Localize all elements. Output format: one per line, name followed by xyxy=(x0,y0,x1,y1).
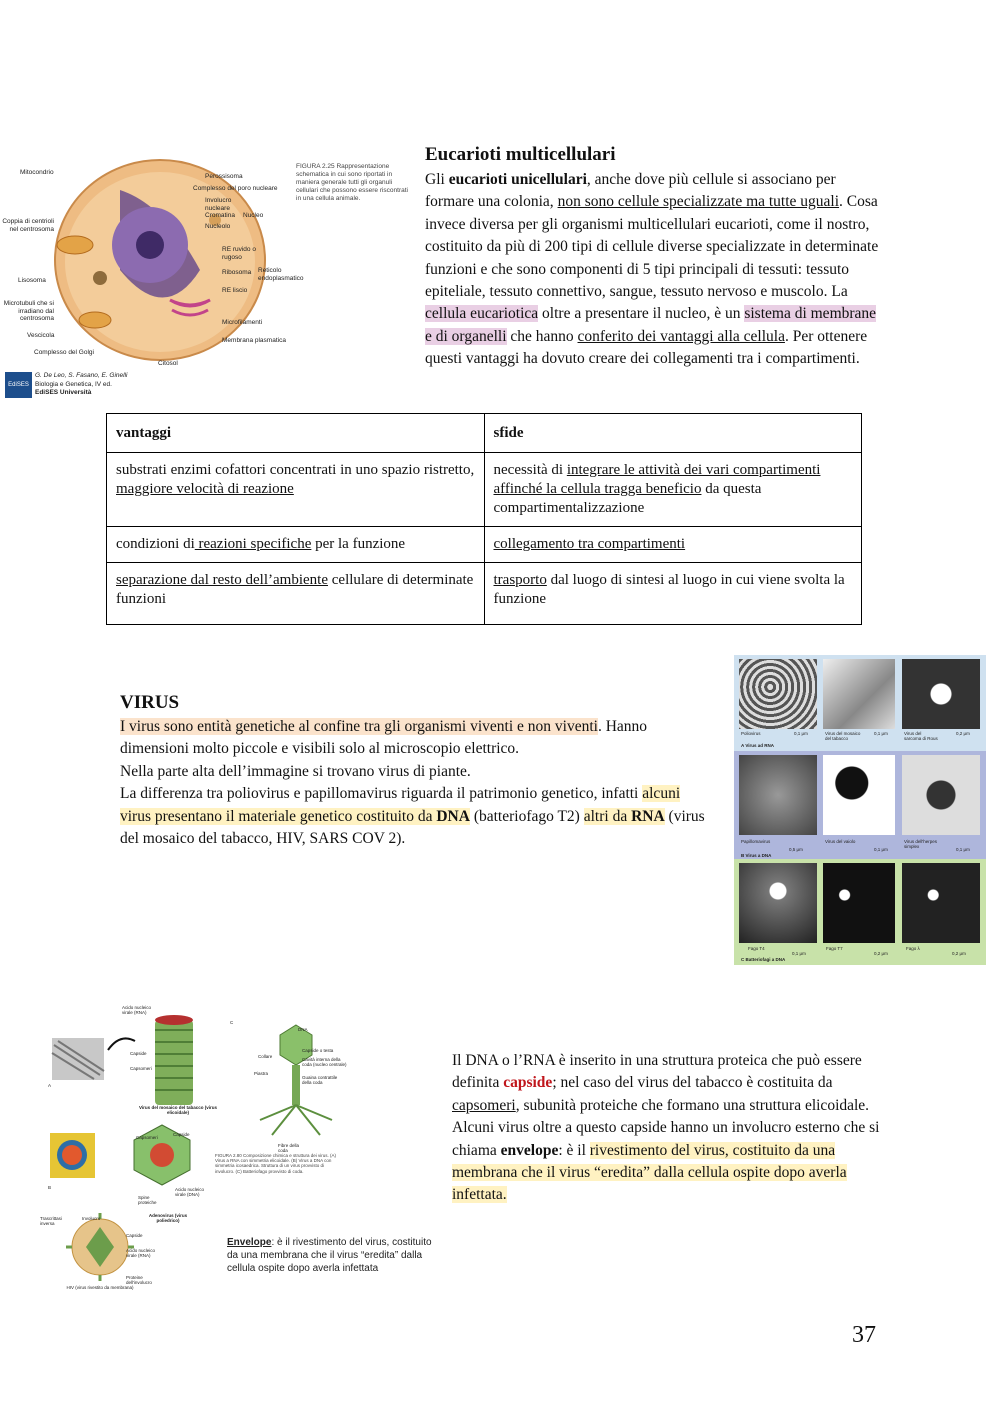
section-paragraph: I virus sono entità genetiche al confine tra gli organismi viventi e non viventi. Hanno dimensioni molto piccole e visibili solo al microscopio elettrico. Nella parte alta dell’immagine si trovano virus di piante. La differenza tra poliovirus e papillomavirus riguarda il patrimonio genetico, infatti alcuni virus presentano il materiale genetico costituito da DNA (batteriofago T2) altri da RNA (virus del mosaico del tabacco, HIV, SARS COV 2). xyxy=(120,718,705,848)
label-re-ruvido: RE ruvido o rugoso xyxy=(222,246,256,261)
header-sfide: sfide xyxy=(484,414,862,453)
group-title: A Virus ad RNA xyxy=(741,743,775,748)
micrograph-image xyxy=(902,659,980,729)
micrograph-image xyxy=(823,755,895,835)
label-complesso-poro: Complesso del poro nucleare xyxy=(193,185,278,192)
letter-b: B xyxy=(48,1185,52,1190)
label-perossisoma: Perossisoma xyxy=(205,173,243,180)
label-microtubuli: Microtubuli che si irradiano dal centrosoma xyxy=(3,300,54,322)
table-row: separazione dal resto dell’ambiente cellulare di determinate funzioni trasporto dal luogo di sintesi al luogo in cui viene svolta la funzione xyxy=(107,563,862,625)
section-eucarioti xyxy=(425,143,880,371)
scale-label: 0,2 μm xyxy=(952,951,966,956)
virus-structure-figure xyxy=(40,1005,440,1300)
micrograph-image xyxy=(823,863,895,943)
vantaggi-sfide-table xyxy=(106,413,862,625)
label-piastra: Piastra xyxy=(254,1071,269,1076)
label-nucleolo: Nucleolo xyxy=(205,223,231,230)
label-collare: Collare xyxy=(258,1054,273,1059)
credit-publisher: EdiSES Università xyxy=(35,389,92,396)
section-capside: Il DNA o l’RNA è inserito in una struttura proteica che può essere definita capside; nel caso del virus del tabacco è costituita da capsomeri, subunità proteiche che formano una struttura elicoidale. Alcuni virus oltre a questo capside hanno un involucro esterno che si chiama envelope: è il rivestimento del virus, costituito da una membrana che il virus “eredita” dalla cellula ospite dopo averla infettata. xyxy=(452,1052,880,1204)
micrograph-label: Fago λ xyxy=(906,946,920,951)
table-row: substrati enzimi cofattori concentrati in uno spazio ristretto, maggiore velocità di reazione necessità di integrare le attività dei vari compartimenti affinché la cellula tragga beneficio da questa compartimentalizzazione xyxy=(107,453,862,527)
cell-figure xyxy=(0,150,415,405)
scale-label: 0,2 μm xyxy=(874,951,888,956)
table-header-row xyxy=(107,414,862,453)
label-membrana: Membrana plasmatica xyxy=(222,337,286,344)
letter-a: A xyxy=(48,1083,52,1088)
label-fibre: Fibre della coda xyxy=(278,1143,300,1154)
label-lisosoma: Lisosoma xyxy=(18,277,46,284)
label-capside: Capside xyxy=(130,1051,147,1056)
label-dna: DNA xyxy=(298,1027,308,1032)
label-hiv: HIV (virus rivestito da membrana) xyxy=(66,1285,134,1290)
label-capsomeri-2: Capsomeri xyxy=(136,1135,158,1140)
label-capside-testa: Capside o testa xyxy=(302,1048,334,1053)
section-title: Eucarioti multicellulari xyxy=(425,144,616,165)
label-golgi: Complesso del Golgi xyxy=(34,349,94,356)
virus-figure-caption: FIGURA 2.80 Composizione chimica e struttura dei virus. (A) Virus a RNA con simmetria elicoidale. (B) Virus a DNA con simmetria icosaedrica. Struttura di un virus provvisto di involucro. (C) Batteriofago provvisto di coda. xyxy=(215,1153,337,1174)
label-involucro: Involucro xyxy=(82,1216,101,1221)
label-cromatina: Cromatina xyxy=(205,212,235,219)
label-microfilamenti: Microfilamenti xyxy=(222,319,263,326)
section-virus xyxy=(120,690,705,850)
publisher-logo: EdiSES xyxy=(5,372,32,398)
label-cavita: Cavità interna della coda (nucleo centrale) xyxy=(302,1057,347,1068)
label-capside-3: Capside xyxy=(126,1233,143,1238)
credit-authors: G. De Leo, S. Fasano, E. Ginelli xyxy=(35,372,128,379)
micrograph-image xyxy=(902,863,980,943)
micrograph-label: Virus del vaiolo xyxy=(825,839,856,844)
micrograph-image xyxy=(739,755,817,835)
label-centrioli: Coppia di centrioli nel centrosoma xyxy=(2,218,54,233)
group-title: B Virus a DNA xyxy=(741,853,772,858)
section-paragraph: Gli eucarioti unicellulari, anche dove più cellule si associano per formare una colonia, non sono cellule specializzate ma tutte uguali. Cosa invece diversa per gli organismi multicellulari eucarioti, come il nostro, costituito da più di 200 tipi di cellule diverse specializzate in determinate funzioni e che sono componenti di 5 tipi principali di tessuti: tessuto epiteliale, tessuto connettivo, sangue, tessuto nervoso e muscolo. La cellula eucariotica oltre a presentare il nucleo, è un sistema di membrane e di organelli che hanno conferito dei vantaggi alla cellula. Per ottenere questi vantaggi ha dovuto creare dei collegamenti tra i compartimenti. xyxy=(425,171,879,368)
label-trascrittasi: Trascrittasi inversa xyxy=(40,1216,62,1227)
micrograph-label: Virus del mosaico del tabacco xyxy=(825,731,861,741)
scale-label: 0,1 μm xyxy=(874,731,888,736)
scale-label: 0,5 μm xyxy=(789,847,803,852)
micrograph-label: Virus dell'herpes simplex xyxy=(904,839,938,849)
label-involucro: Involucro nucleare xyxy=(205,197,232,212)
label-citosol: Citosol xyxy=(158,360,178,367)
label-acido-rna-2: Acido nucleico virale (RNA) xyxy=(126,1248,156,1259)
header-vantaggi: vantaggi xyxy=(107,414,485,453)
micrograph-label: Virus del sarcoma di Rous xyxy=(904,731,938,741)
letter-c: C xyxy=(230,1020,234,1025)
label-ribosoma: Ribosoma xyxy=(222,269,252,276)
scale-label: 0,2 μm xyxy=(956,731,970,736)
label-tmv: Virus del mosaico del tabacco (virus elicoidale) xyxy=(139,1105,217,1116)
micrograph-label: Fago T4 xyxy=(748,946,765,951)
scale-label: 0,1 μm xyxy=(794,731,808,736)
envelope-note: Envelope: è il rivestimento del virus, costituito da una membrana che il virus “eredita” dalla cellula ospite dopo averla infettata xyxy=(227,1237,432,1274)
micrograph-image xyxy=(739,659,817,729)
label-capside-2: Capside xyxy=(173,1132,190,1137)
label-vescicola: Vescicola xyxy=(27,332,55,339)
group-title: C Batteriofagi a DNA xyxy=(741,957,786,962)
credit-book: Biologia e Genetica, IV ed. xyxy=(35,380,112,388)
micrograph-label: Fago T7 xyxy=(826,946,843,951)
page-number: 37 xyxy=(852,1322,876,1348)
scale-label: 0,1 μm xyxy=(792,951,806,956)
table-row: condizioni di reazioni specifiche per la funzione collegamento tra compartimenti xyxy=(107,527,862,563)
micrograph-image xyxy=(902,755,980,835)
label-capsomeri: Capsomeri xyxy=(130,1066,152,1071)
label-re-liscio: RE liscio xyxy=(222,287,248,294)
virus-micrographs xyxy=(734,655,986,965)
section-title: VIRUS xyxy=(120,692,180,713)
scale-label: 0,1 μm xyxy=(874,847,888,852)
cell-figure-caption: FIGURA 2.25 Rappresentazione schematica in cui sono riportati in maniera generale tutti gli organuli cellulari che possono essere riscontrati in una cellula animale. xyxy=(296,163,408,202)
label-acido-rna: Acido nucleico virale (RNA) xyxy=(122,1005,152,1016)
micrograph-image xyxy=(823,659,895,729)
label-reticolo: Reticolo endoplasmatico xyxy=(258,267,304,282)
label-proteine: Proteine dell'involucro xyxy=(126,1275,152,1286)
label-acido-dna: Acido nucleico virale (DNA) xyxy=(175,1187,205,1198)
micrograph-label: Papillomavirus xyxy=(741,839,771,844)
label-guaina: Guaina contrattile della coda xyxy=(302,1075,338,1086)
label-mitocondrio: Mitocondrio xyxy=(20,169,54,176)
micrograph-label: Poliovirus xyxy=(741,731,761,736)
label-spine: Spine proteiche xyxy=(138,1195,157,1206)
label-nucleo: Nucleo xyxy=(243,212,264,219)
micrograph-image xyxy=(739,863,817,943)
scale-label: 0,1 μm xyxy=(956,847,970,852)
label-adeno: Adenovirus (virus poliedrico) xyxy=(148,1213,188,1224)
